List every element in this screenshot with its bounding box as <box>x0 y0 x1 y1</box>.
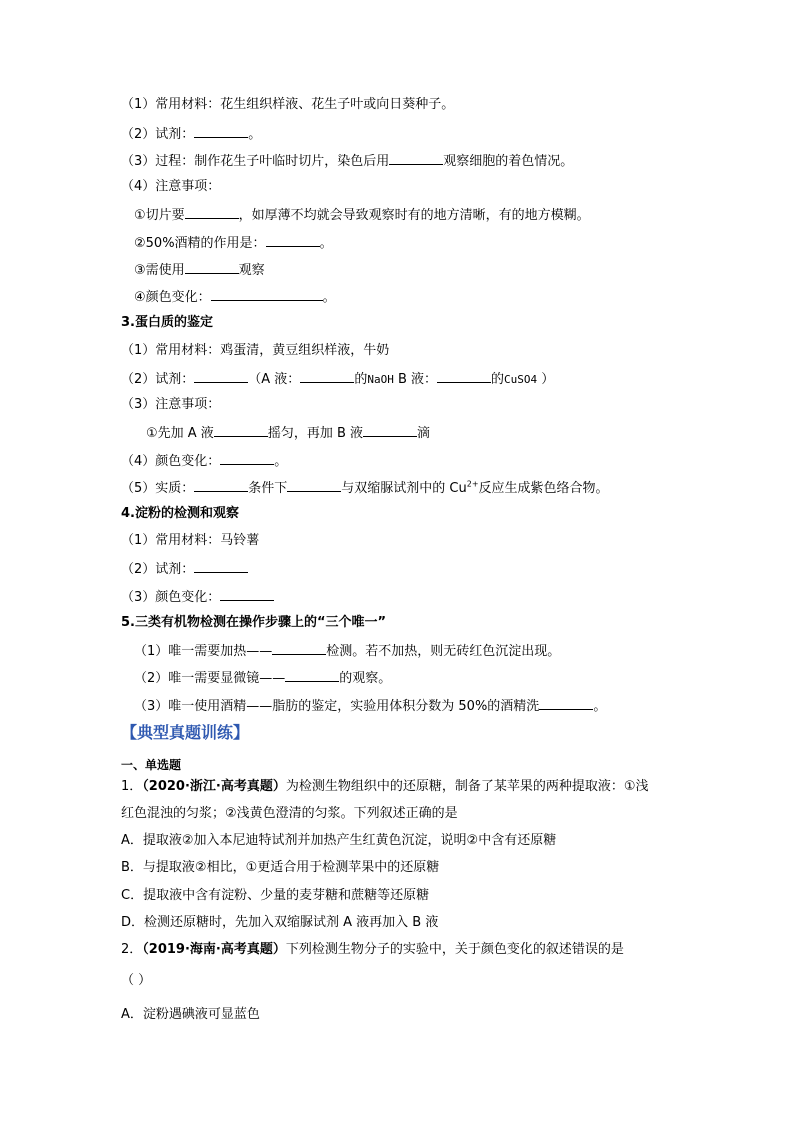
protein-essence: （5）实质： 条件下 与双缩脲试剂中的 $Cu^{2+}$反应生成紫色络合物。 <box>121 479 609 496</box>
answer-blank[interactable] <box>363 423 417 437</box>
starch-color: （3）颜色变化： <box>121 587 274 607</box>
fat-process: （3）过程：制作花生子叶临时切片，染色后用 观察细胞的着色情况。 <box>121 151 573 171</box>
question-1-stem-cont: 红色混浊的匀浆；②浅黄色澄清的匀浆。下列叙述正确的是 <box>121 806 458 821</box>
question-2-option-a[interactable]: A．淀粉遇碘液可显蓝色 <box>121 1007 260 1022</box>
training-heading: 【典型真题训练】 <box>121 723 250 742</box>
answer-blank[interactable] <box>211 287 323 301</box>
question-2-stem: 2．（2019·海南·高考真题）下列检测生物分子的实验中，关于颜色变化的叙述错误的是 <box>121 942 624 957</box>
section-single-choice: 一、单选题 <box>121 758 182 772</box>
unique-2: （2）唯一需要显微镜—— 的观察。 <box>134 668 391 688</box>
fat-note-1: ①切片要 ，如厚薄不均就会导致观察时有的地方清晰，有的地方模糊。 <box>134 205 590 225</box>
answer-blank[interactable] <box>389 151 443 165</box>
answer-blank[interactable] <box>539 696 593 710</box>
answer-blank[interactable] <box>185 205 239 219</box>
starch-material: （1）常用材料：马铃薯 <box>121 533 260 548</box>
protein-notes-heading: （3）注意事项： <box>121 397 221 412</box>
answer-blank[interactable] <box>287 478 341 492</box>
fat-note-4: ④颜色变化： 。 <box>134 287 336 307</box>
fat-material: （1）常用材料：花生组织样液、花生子叶或向日葵种子。 <box>121 97 455 112</box>
answer-blank[interactable] <box>194 369 248 383</box>
protein-reagent: （2）试剂： （A 液： 的NaOH B 液： 的CuSO4 ） <box>121 369 554 389</box>
answer-blank[interactable] <box>266 233 320 247</box>
answer-blank[interactable] <box>220 451 274 465</box>
section-title-three-uniques: 5.三类有机物检测在操作步骤上的“三个唯一” <box>121 615 387 630</box>
answer-blank[interactable] <box>194 559 248 573</box>
fat-reagent: （2）试剂： 。 <box>121 124 261 144</box>
answer-blank[interactable] <box>214 423 268 437</box>
fat-notes-heading: （4）注意事项： <box>121 179 221 194</box>
section-title-protein: 3.蛋白质的鉴定 <box>121 315 213 330</box>
answer-blank[interactable] <box>220 587 274 601</box>
answer-blank[interactable] <box>437 369 491 383</box>
answer-blank[interactable] <box>300 369 354 383</box>
answer-blank[interactable] <box>194 478 248 492</box>
question-1-option-c[interactable]: C．提取液中含有淀粉、少量的麦芽糖和蔗糖等还原糖 <box>121 888 430 903</box>
answer-blank[interactable] <box>272 641 326 655</box>
protein-color: （4）颜色变化： 。 <box>121 451 287 471</box>
unique-3: （3）唯一使用酒精——脂肪的鉴定，实验用体积分数为 50%的酒精洗 。 <box>134 696 606 716</box>
protein-note-1: ①先加 A 液 摇匀，再加 B 液 滴 <box>146 423 430 443</box>
starch-reagent: （2）试剂： <box>121 559 248 579</box>
question-2-answer-paren: （ ） <box>121 973 152 988</box>
question-1-option-a[interactable]: A．提取液②加入本尼迪特试剂并加热产生红黄色沉淀，说明②中含有还原糖 <box>121 833 557 848</box>
answer-blank[interactable] <box>185 260 239 274</box>
answer-blank[interactable] <box>194 124 248 138</box>
question-1-option-b[interactable]: B．与提取液②相比，①更适合用于检测苹果中的还原糖 <box>121 860 440 875</box>
answer-blank[interactable] <box>285 668 339 682</box>
fat-note-2: ②50%酒精的作用是： 。 <box>134 233 333 253</box>
unique-1: （1）唯一需要加热—— 检测。若不加热，则无砖红色沉淀出现。 <box>134 641 560 661</box>
question-1-stem: 1．（2020·浙江·高考真题）为检测生物组织中的还原糖，制备了某苹果的两种提取液：①浅 <box>121 779 649 794</box>
question-1-option-d[interactable]: D．检测还原糖时，先加入双缩脲试剂 A 液再加入 B 液 <box>121 915 439 930</box>
protein-material: （1）常用材料：鸡蛋清，黄豆组织样液，牛奶 <box>121 343 390 358</box>
fat-note-3: ③需使用 观察 <box>134 260 265 280</box>
section-title-starch: 4.淀粉的检测和观察 <box>121 506 239 521</box>
